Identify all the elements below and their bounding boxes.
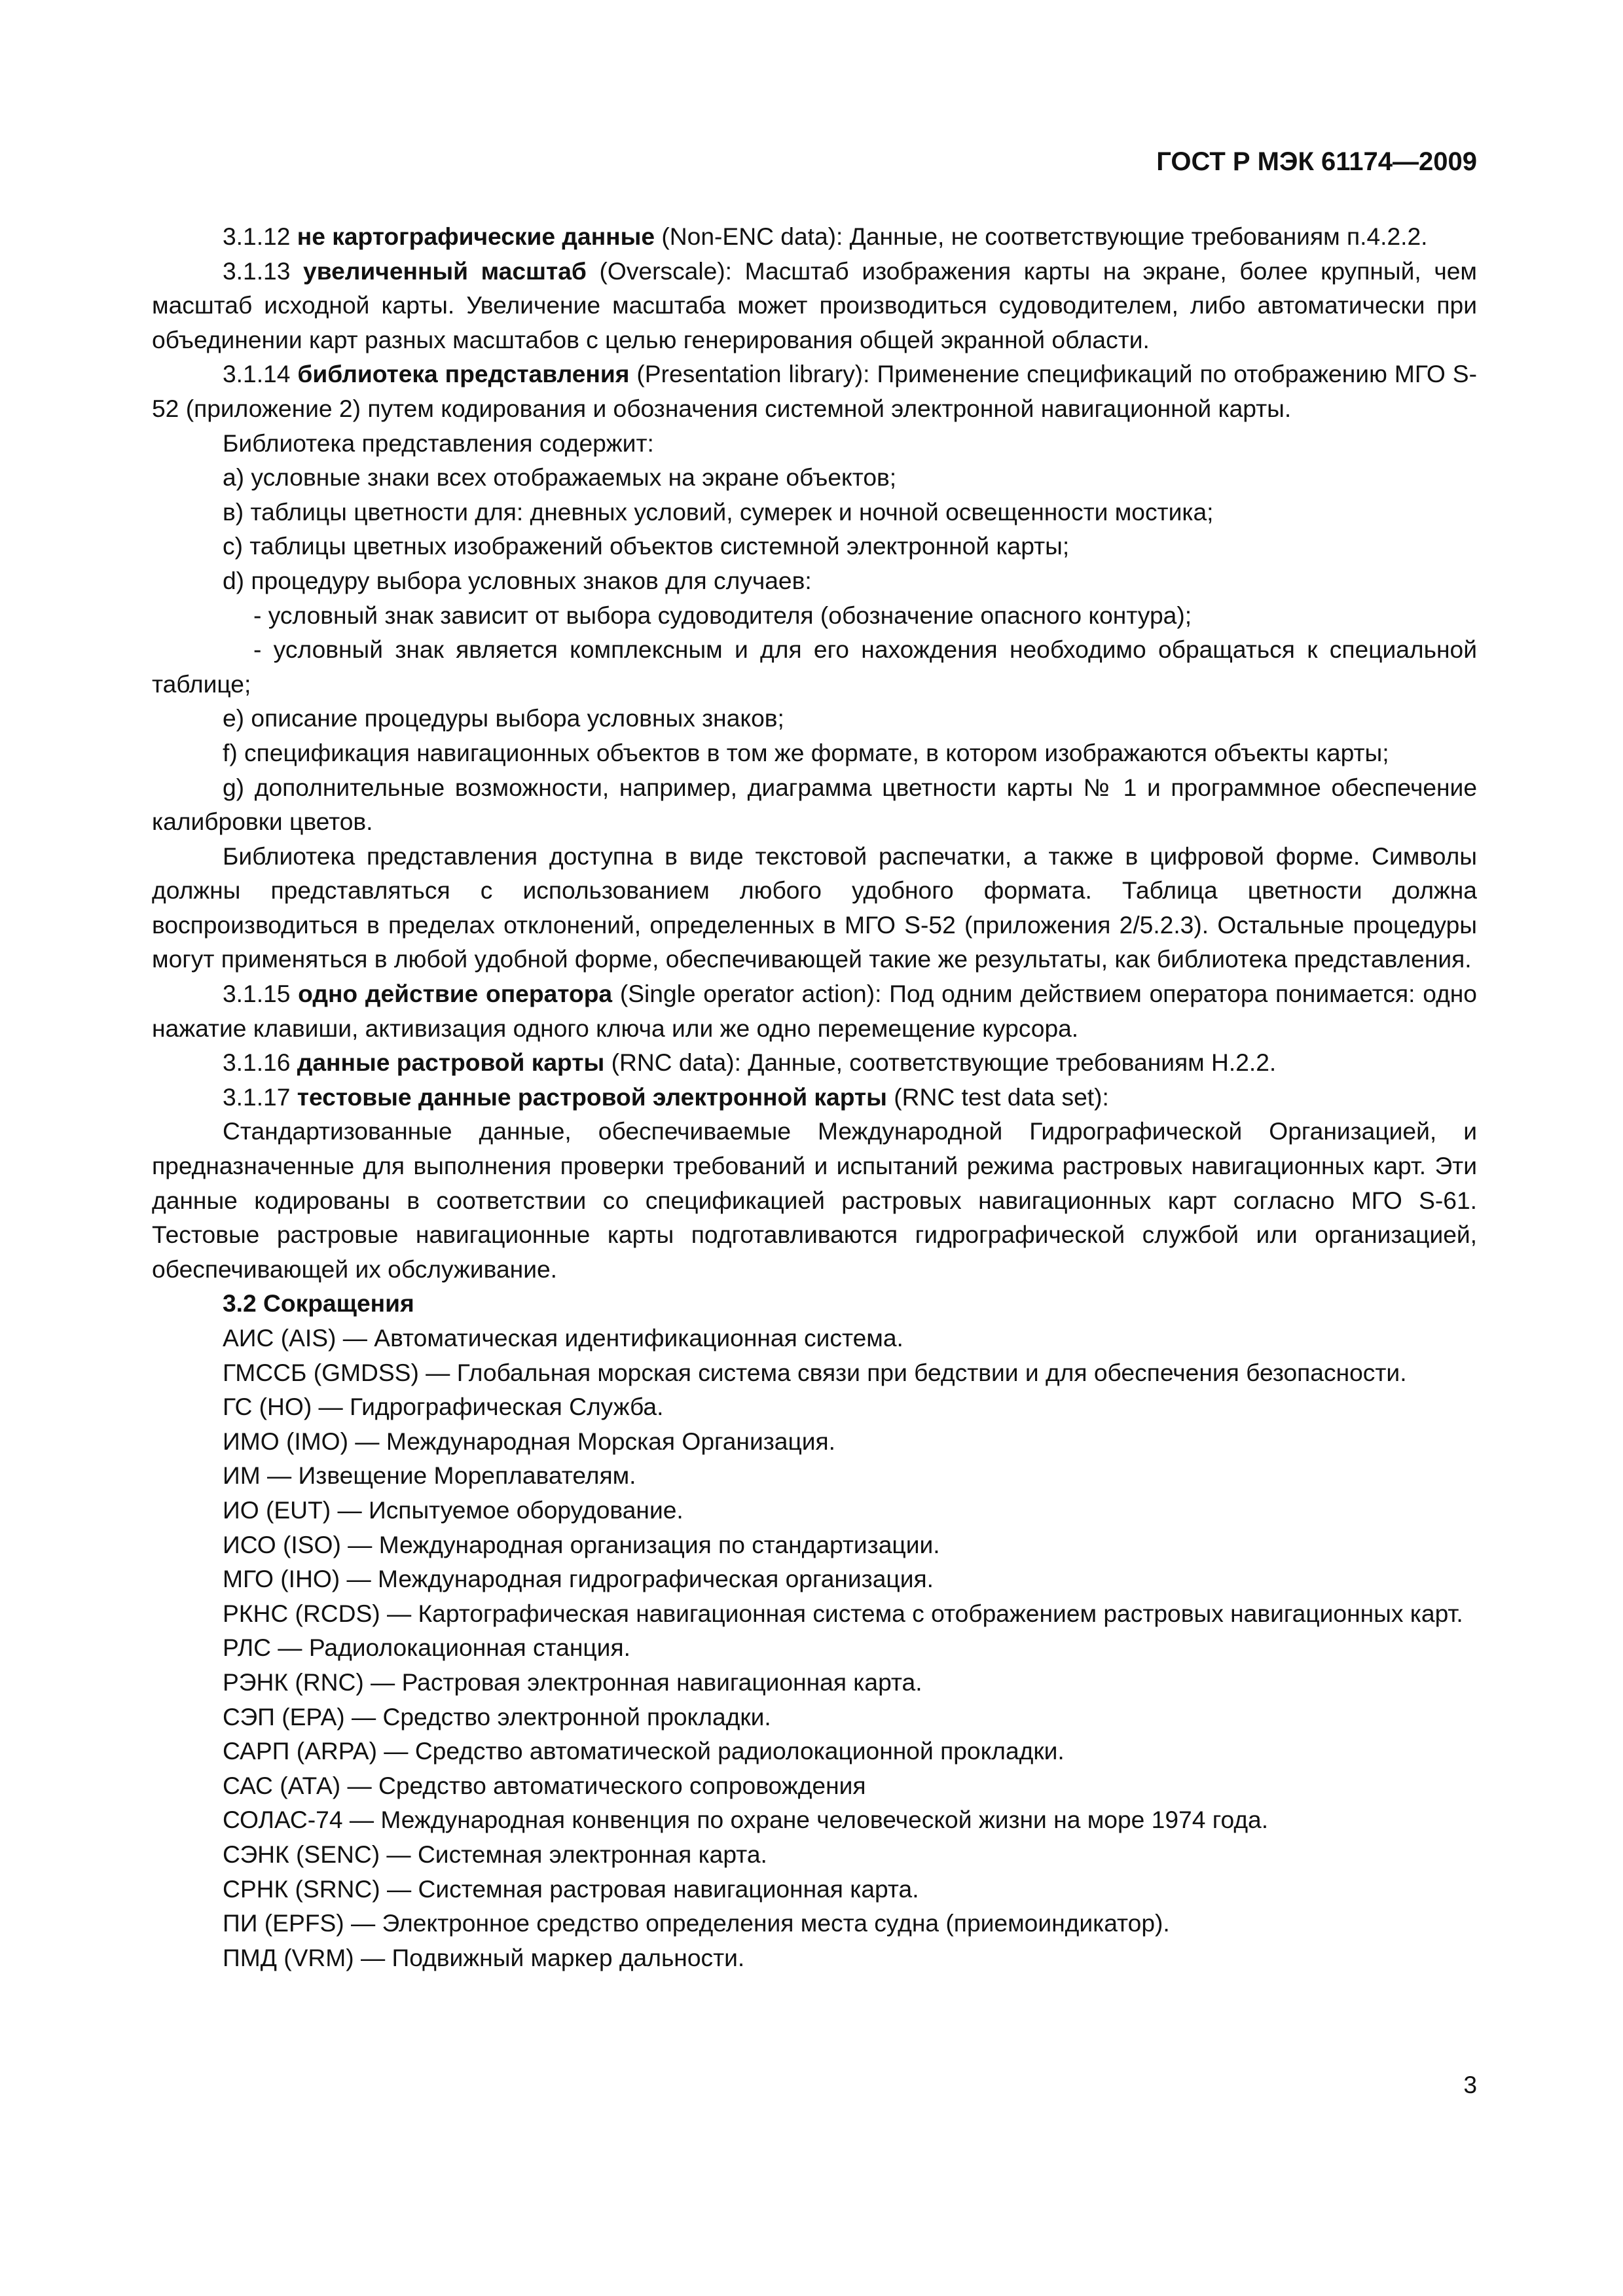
definition-3-1-15 [152, 977, 1477, 1045]
abbreviation-item: РЭНК (RNC) — Растровая электронная навигационная карта. [223, 1668, 922, 1696]
abbreviation-item: СЭП (EPA) — Средство электронной прокладки. [223, 1702, 771, 1731]
library-closing-paragraph: Библиотека представления доступна в виде текстовой распечатки, а также в цифровой форме. Символы должны представляться с использованием любого удобного формата. Таблица цветности должна воспроизводиться в пределах отклонений, определенных в МГО S-52 (приложения 2/5.2.3). Остальные процедуры могут применяться в любой удобной форме, обеспечивающей такие же результаты, как библиотека представления. [152, 842, 1477, 973]
section-heading-abbreviations: 3.2 Сокращения [223, 1289, 414, 1318]
list-item: а) условные знаки всех отображаемых на экране объектов; [223, 463, 897, 492]
definition-3-1-14 [152, 357, 1477, 425]
definition-text: (Non-ENC data): Данные, не соответствующие требованиям п.4.2.2. [661, 223, 1428, 250]
list-item: f) спецификация навигационных объектов в том же формате, в котором изображаются объекты карты; [223, 738, 1389, 766]
list-item: d) процедуру выбора условных знаков для случаев: [223, 566, 812, 594]
abbreviation-item: САС (АТА) — Средство автоматического сопровождения [223, 1771, 866, 1799]
definition-term: увеличенный масштаб [303, 257, 587, 285]
list-item: g) дополнительные возможности, например, диаграмма цветности карты № 1 и программное обеспечение калибровки цветов. [152, 773, 1477, 836]
abbreviation-item: СОЛАС-74 — Международная конвенция по охране человеческой жизни на море 1974 года. [223, 1806, 1269, 1834]
list-item: е) описание процедуры выбора условных знаков; [223, 704, 784, 732]
abbreviation-item: ГС (НО) — Гидрографическая Служба. [223, 1393, 664, 1421]
abbreviation-item: ИМ — Извещение Мореплавателям. [223, 1462, 636, 1490]
abbreviation-item: ПМД (VRM) — Подвижный маркер дальности. [223, 1943, 745, 1971]
definition-3-1-17 [152, 1080, 1477, 1115]
document-header [152, 146, 1477, 177]
list-item: с) таблицы цветных изображений объектов системной электронной карты; [223, 532, 1070, 560]
sub-list-item: - условный знак зависит от выбора судоводителя (обозначение опасного контура); [253, 601, 1192, 629]
definition-3-1-12 [152, 219, 1477, 254]
definition-number: 3.1.13 [223, 257, 291, 285]
test-data-paragraph: Стандартизованные данные, обеспечиваемые Международной Гидрографической Организацией, и предназначенные для выполнения проверки требований и испытаний режима растровых навигационных карт. Эти данные кодированы в соответствии со спецификацией растровых навигационных карт согласно МГО S-61. Тестовые растровые навигационные карты подготавливаются гидрографической службой или организацией, обеспечивающей их обслуживание. [152, 1117, 1477, 1283]
definition-number: 3.1.16 [223, 1049, 291, 1077]
abbreviation-item: СРНК (SRNC) — Системная растровая навигационная карта. [223, 1874, 919, 1903]
document-id: ГОСТ Р МЭК 61174—2009 [1156, 147, 1477, 176]
definition-text: (Single operator action): Под одним действием оператора понимается: одно нажатие клавиши, активизация одного ключа или же одно перемещение курсора. [152, 980, 1477, 1042]
definition-term: тестовые данные растровой электронной карты [297, 1083, 887, 1111]
definition-3-1-13 [152, 254, 1477, 357]
definition-text: (RNC data): Данные, соответствующие требованиям Н.2.2. [611, 1049, 1277, 1077]
definition-term: библиотека представления [297, 360, 630, 388]
abbreviation-item: ПИ (EPFS) — Электронное средство определения места судна (приемоиндикатор). [223, 1909, 1170, 1937]
sub-list-item: - условный знак является комплексным и для его нахождения необходимо обращаться к специальной таблице; [152, 636, 1477, 698]
definition-number: 3.1.15 [223, 980, 291, 1008]
abbreviation-item: АИС (AIS) — Автоматическая идентификационная система. [223, 1324, 903, 1352]
abbreviation-item: СЭНК (SENC) — Системная электронная карта. [223, 1840, 767, 1868]
abbreviation-item: РКНС (RCDS) — Картографическая навигационная система с отображением растровых навигационных карт. [223, 1599, 1463, 1627]
abbreviation-item: ИМО (IMO) — Международная Морская Организация. [223, 1427, 836, 1455]
abbreviation-item: ИСО (ISO) — Международная организация по стандартизации. [223, 1530, 940, 1558]
page-body [152, 219, 1477, 1975]
definition-number: 3.1.17 [223, 1083, 291, 1111]
definition-text: (RNC test data set): [894, 1083, 1109, 1111]
definition-term: не картографические данные [297, 223, 655, 250]
abbreviation-item: МГО (IHO) — Международная гидрографическая организация. [223, 1565, 934, 1593]
definition-term: одно действие оператора [298, 980, 613, 1008]
definition-3-1-16 [152, 1045, 1477, 1080]
library-intro: Библиотека представления содержит: [223, 429, 654, 457]
abbreviation-item: ИО (EUT) — Испытуемое оборудование. [223, 1496, 684, 1524]
page-number: 3 [1463, 2071, 1477, 2098]
definition-number: 3.1.12 [223, 223, 291, 250]
list-item: в) таблицы цветности для: дневных условий, сумерек и ночной освещенности мостика; [223, 497, 1214, 526]
definition-term: данные растровой карты [297, 1049, 605, 1077]
abbreviation-item: РЛС — Радиолокационная станция. [223, 1634, 630, 1662]
definition-text: (Presentation library): Применение спецификаций по отображению МГО S-52 (приложение 2) путем кодирования и обозначения системной электронной навигационной карты. [152, 360, 1477, 422]
abbreviation-item: ГМССБ (GMDSS) — Глобальная морская система связи при бедствии и для обеспечения безопасности. [223, 1358, 1407, 1386]
definition-text: (Overscale): Масштаб изображения карты на экране, более крупный, чем масштаб исходной карты. Увеличение масштаба может производиться судоводителем, либо автоматически при объединении карт разных масштабов с целью генерирования общей экранной области. [152, 257, 1477, 353]
abbreviation-item: САРП (ARPA) — Средство автоматической радиолокационной прокладки. [223, 1737, 1065, 1765]
definition-number: 3.1.14 [223, 360, 291, 388]
